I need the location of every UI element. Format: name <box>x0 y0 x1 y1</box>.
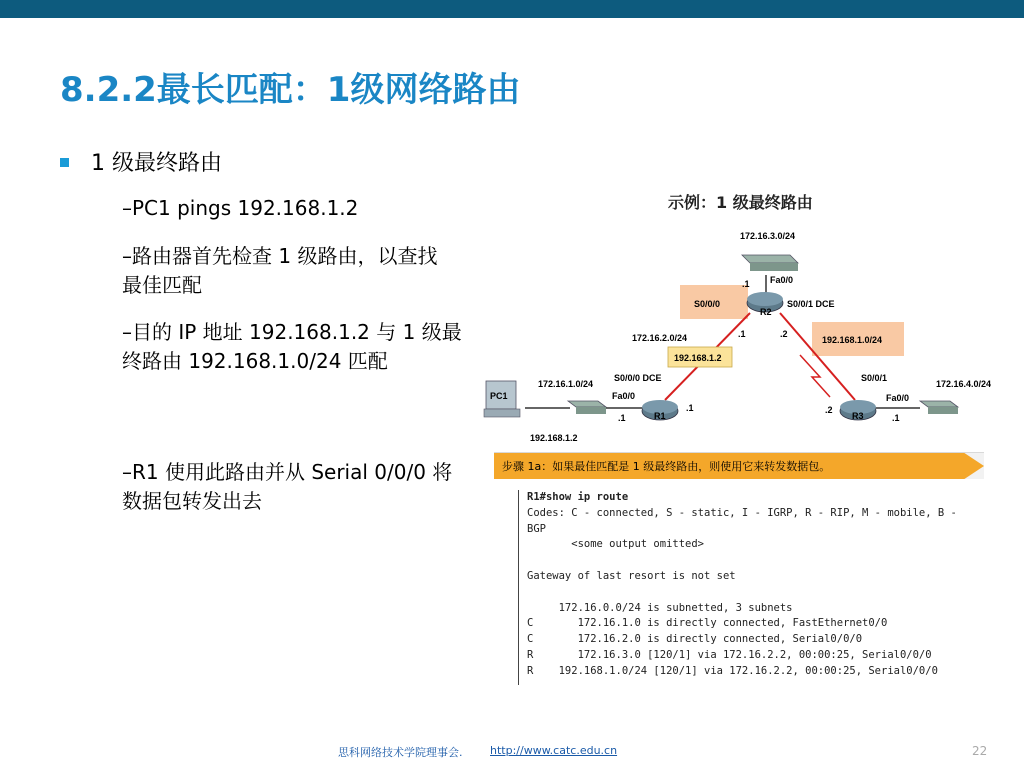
r2-s000-label: S0/0/0 <box>694 299 721 309</box>
main-bullet-text: 1 级最终路由 <box>91 151 222 176</box>
r1-label: R1 <box>654 411 666 421</box>
step-banner <box>494 452 984 479</box>
r1-fa00-label: Fa0/0 <box>612 391 636 401</box>
net-r1-r2-label: 172.16.2.0/24 <box>632 333 688 343</box>
cli-line: C 172.16.2.0 is directly connected, Serial0/0/0 <box>527 633 863 646</box>
r2-s001-label: S0/0/1 DCE <box>787 299 835 309</box>
r2-dot1-left: .1 <box>738 329 746 339</box>
bullet-square-icon <box>60 158 69 167</box>
r1-dot1-b: .1 <box>618 413 626 423</box>
r3-s001-label: S0/0/1 <box>861 373 888 383</box>
diagram-title: 示例：1 级最终路由 <box>668 193 813 212</box>
cli-line: C 172.16.1.0 is directly connected, FastEthernet0/0 <box>527 617 888 630</box>
r3-dot1: .1 <box>892 413 900 423</box>
cli-output <box>518 490 987 685</box>
page-number: 22 <box>972 744 988 758</box>
network-diagram <box>480 215 1024 447</box>
r3-dot2: .2 <box>825 405 833 415</box>
r2-fa00-label: Fa0/0 <box>770 275 794 285</box>
r1-dot1-a: .1 <box>686 403 694 413</box>
r1-s000-label: S0/0/0 DCE <box>614 373 662 383</box>
r2-dot1-top: .1 <box>742 279 750 289</box>
r2-dot2-right: .2 <box>780 329 788 339</box>
cli-prompt: R1#show ip route <box>527 491 629 503</box>
destination-ip: 192.168.1.2 <box>674 353 722 363</box>
lightning-icon <box>800 355 830 397</box>
net-r3-lan-label: 172.16.4.0/24 <box>936 379 992 389</box>
subitem-4: –R1 使用此路由并从 Serial 0/0/0 将数据包转发出去 <box>122 460 453 513</box>
subitem-2: –路由器首先检查 1 级路由，以查找最佳匹配 <box>122 244 438 297</box>
pc1-label: PC1 <box>490 391 508 401</box>
subitem-3: –目的 IP 地址 192.168.1.2 与 1 级最终路由 192.168.1.0/24 匹配 <box>122 320 462 373</box>
main-bullet <box>60 146 222 177</box>
cli-line: Gateway of last resort is not set <box>527 569 736 582</box>
top-banner <box>0 0 1024 18</box>
switch-right-icon <box>920 401 958 407</box>
step-text: 步骤 1a：如果最佳匹配是 1 级最终路由，则使用它来转发数据包。 <box>502 460 831 473</box>
r3-fa00-label: Fa0/0 <box>886 393 910 403</box>
switch-top-icon <box>742 255 798 263</box>
cli-line: BGP <box>527 522 546 535</box>
net-r1-lan-label: 172.16.1.0/24 <box>538 379 594 389</box>
net-top-label: 172.16.3.0/24 <box>740 231 796 241</box>
cli-line: R 192.168.1.0/24 [120/1] via 172.16.2.2, 00:00:25, Serial0/0/0 <box>527 664 938 677</box>
r3-label: R3 <box>852 411 864 421</box>
cli-line: <some output omitted> <box>527 538 705 551</box>
cli-line: R 172.16.3.0 [120/1] via 172.16.2.2, 00:00:25, Serial0/0/0 <box>527 648 932 661</box>
footer-link[interactable]: http://www.catc.edu.cn <box>490 744 618 757</box>
cli-line: 172.16.0.0/24 is subnetted, 3 subnets <box>527 601 793 614</box>
cli-line: Codes: C - connected, S - static, I - IGRP, R - RIP, M - mobile, B - <box>527 506 957 519</box>
slide-title: 8.2.2最长匹配：1级网络路由 <box>60 70 521 110</box>
footer-org: 思科网络技术学院理事会. <box>338 746 463 759</box>
r2-label: R2 <box>760 307 772 317</box>
net-r2-r3-label: 192.168.1.0/24 <box>822 335 883 345</box>
switch-left-icon <box>568 401 606 407</box>
subitem-1: –PC1 pings 192.168.1.2 <box>122 196 359 220</box>
pc1-ip-label: 192.168.1.2 <box>530 433 578 443</box>
